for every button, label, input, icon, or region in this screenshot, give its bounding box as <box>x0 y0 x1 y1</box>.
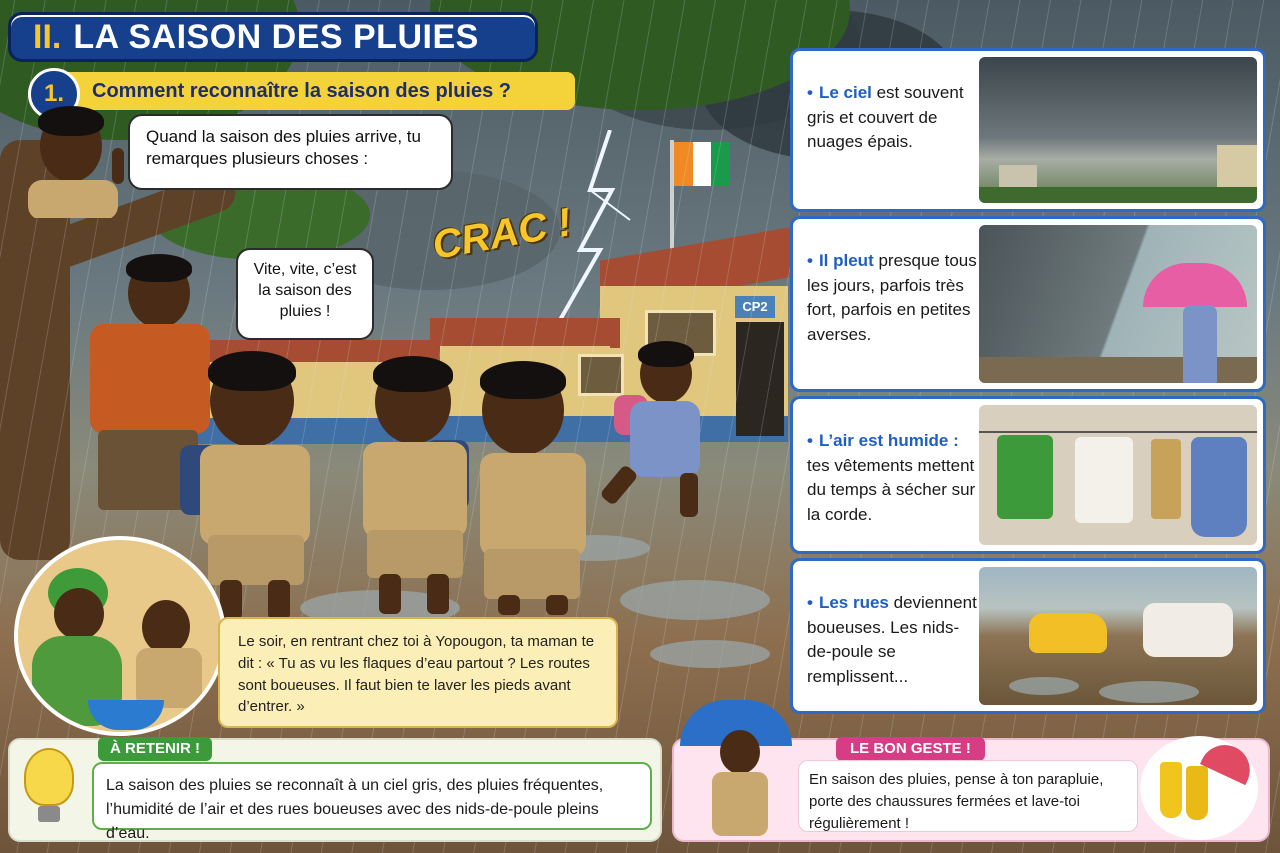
question-number: 1. <box>28 68 80 120</box>
narrative-box: Le soir, en rentrant chez toi à Yopougon, ta maman te dit : « Tu as vu les flaques d’eau partout ? Les routes sont boueuses. Il faut bien te laver les pieds avant d’entrer. » <box>218 617 618 728</box>
boy-with-umbrella-portrait <box>676 700 796 840</box>
van-icon <box>1143 603 1233 657</box>
bon-geste-label: LE BON GESTE ! <box>836 737 985 761</box>
mother-washing-feet-portrait <box>14 536 226 736</box>
umbrella-icon <box>1143 263 1247 307</box>
yellow-boots-icon <box>1160 762 1182 818</box>
card-sky <box>790 48 1266 212</box>
boy-pointing-portrait <box>14 100 134 218</box>
sound-effect: CRAC ! <box>429 200 575 268</box>
green-shirt-icon <box>997 435 1053 519</box>
section-number: II. <box>33 17 62 56</box>
yellow-cloth-icon <box>1151 439 1181 519</box>
muddy-street-image <box>979 567 1257 705</box>
classroom-sign: CP2 <box>735 296 775 318</box>
clothesline-image <box>979 405 1257 545</box>
card-rain <box>790 216 1266 392</box>
card-rain-text: • Il pleut presque tous les jours, parfois très fort, parfois en petites averses. <box>807 251 977 344</box>
card-streets <box>790 558 1266 714</box>
white-shirt-icon <box>1075 437 1133 523</box>
retenir-text: La saison des pluies se reconnaît à un ciel gris, des pluies fréquentes, l’humidité de l’air et des rues boueuses avec des nids-de-poule pleins d’eau. <box>92 762 652 830</box>
card-humidity <box>790 396 1266 554</box>
question-banner <box>60 72 575 110</box>
taxi-icon <box>1029 613 1107 653</box>
card-streets-text: • Les rues deviennent boueuses. Les nids-de-poule se remplissent... <box>807 593 977 686</box>
speech-bubble-adult: Vite, vite, c’est la saison des pluies ! <box>236 248 374 340</box>
boots-and-umbrella-portrait <box>1140 736 1258 840</box>
retenir-label: À RETENIR ! <box>98 737 212 761</box>
lightbulb-base <box>38 806 60 822</box>
section-title-banner <box>8 12 538 62</box>
card-humidity-text: • L’air est humide : tes vêtements mettent du temps à sécher sur la corde. <box>807 431 976 524</box>
cloudy-city-image <box>979 57 1257 203</box>
section-title: LA SAISON DES PLUIES <box>73 17 479 56</box>
speech-bubble-intro: Quand la saison des pluies arrive, tu remarques plusieurs choses : <box>128 114 453 190</box>
card-sky-text: • Le ciel est souvent gris et couvert de nuages épais. <box>807 83 964 152</box>
bon-geste-text: En saison des pluies, pense à ton parapluie, porte des chaussures fermées et lave-toi régulièrement ! <box>798 760 1138 832</box>
gingham-dress-icon <box>1191 437 1247 537</box>
rain-umbrella-image <box>979 225 1257 383</box>
lightbulb-icon <box>24 748 74 806</box>
wash-basin <box>88 700 164 730</box>
question-title: Comment reconnaître la saison des pluies ? <box>92 79 512 102</box>
